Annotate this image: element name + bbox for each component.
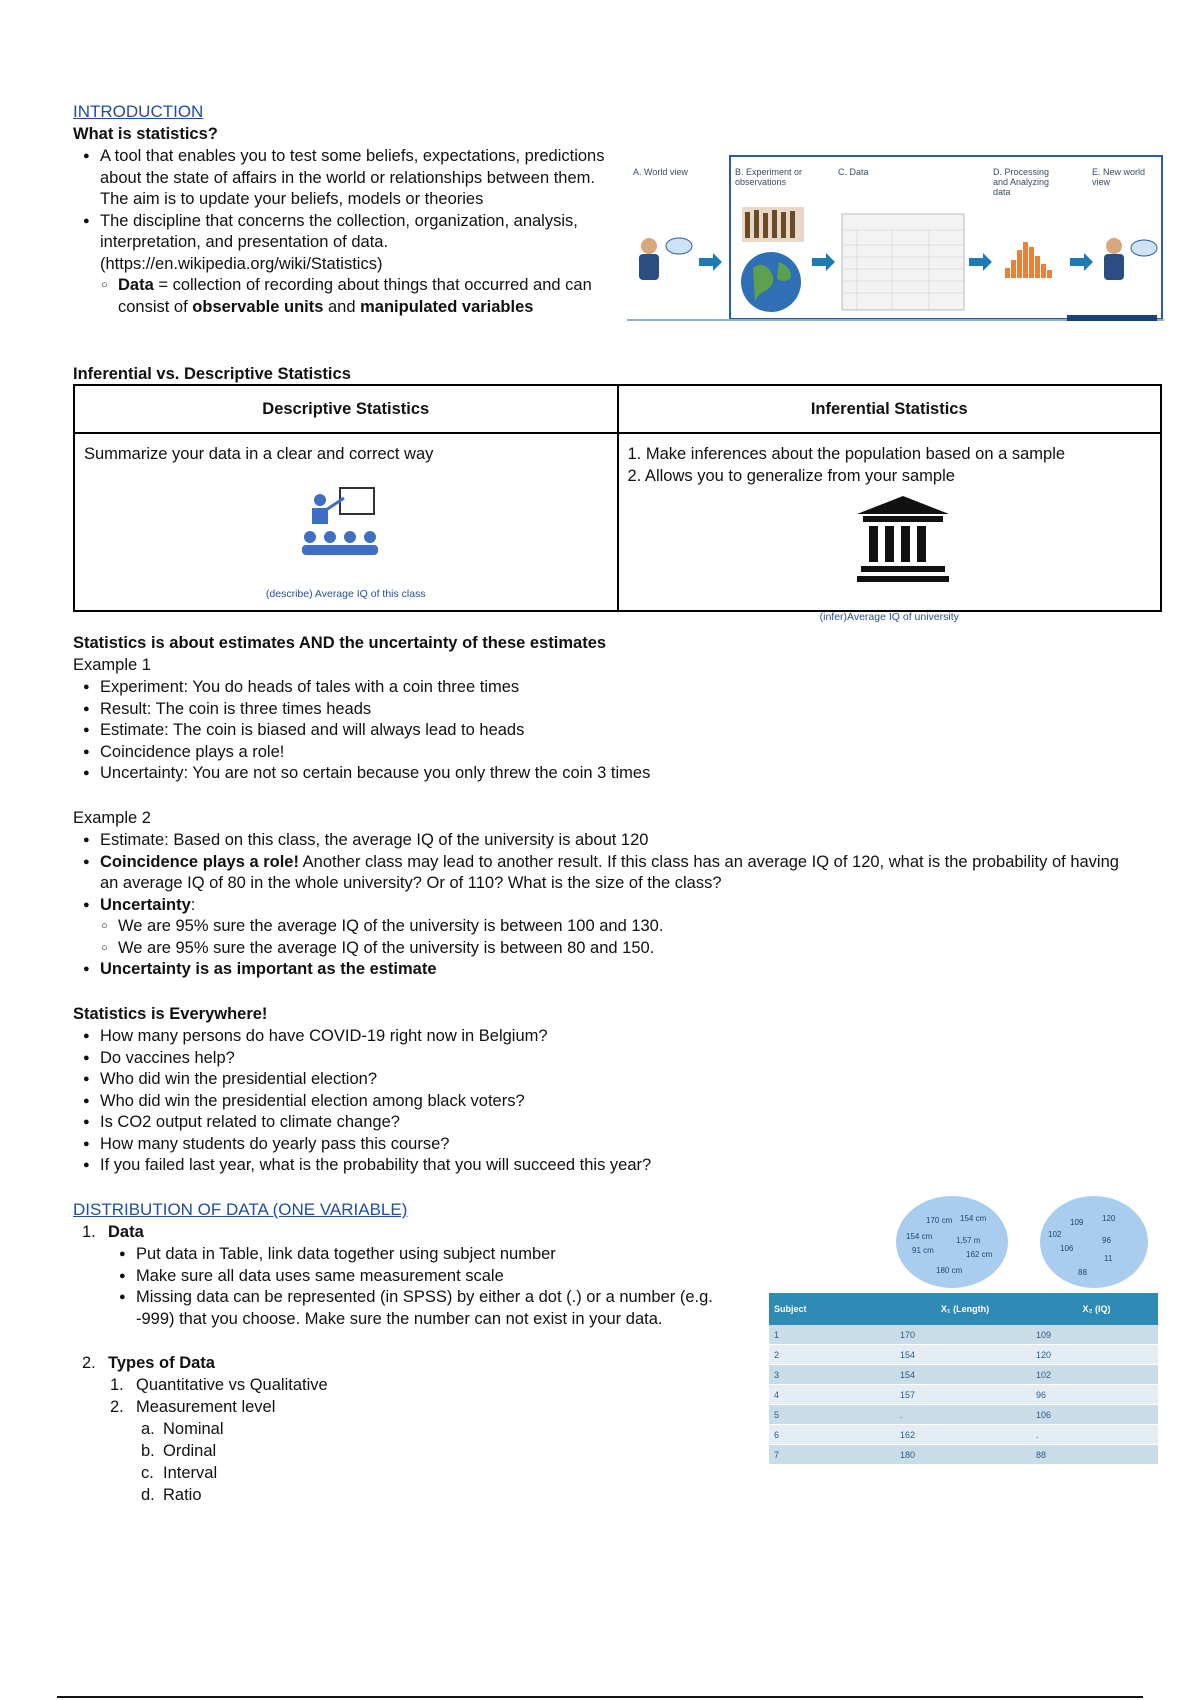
arrow-icon [699, 253, 722, 271]
university-building-icon [855, 494, 951, 584]
iq-values-bubble: 109 120 102 96 106 11 88 [1040, 1196, 1148, 1288]
intro-bullets [73, 146, 618, 318]
statistics-process-diagram [627, 150, 1164, 325]
example2-uncertainty-sub: ○ We are 95% sure the average IQ of the university is between 100 and 130. [118, 916, 1133, 938]
table-row: 1 170 109 [769, 1325, 1158, 1345]
everywhere-item: ● Do vaccines help? [100, 1048, 973, 1070]
inferential-cell [618, 433, 1162, 623]
histogram-icon [1005, 242, 1052, 278]
item2-number: 2. [82, 1354, 96, 1372]
comparison-table [73, 384, 1162, 623]
item1-bullet: ● Missing data can be represented (in SPSS) by either a dot (.) or a number (e.g. -999) that you choose. Make sure the number can not exist in your data. [136, 1287, 739, 1330]
inferential-header: Inferential Statistics [618, 385, 1162, 433]
arrow-icon [1070, 253, 1093, 271]
level-letter: c. [141, 1464, 154, 1482]
classroom-icon [300, 484, 390, 564]
crowd-icon [742, 207, 804, 242]
item1-bullet: ● Make sure all data uses same measurement scale [136, 1266, 739, 1288]
footer-divider [57, 1696, 1143, 1698]
example2-list [73, 830, 1133, 981]
level-letter: b. [141, 1442, 155, 1460]
level-name: Nominal [163, 1420, 224, 1438]
item2-sub-text: Measurement level [136, 1398, 276, 1416]
estimates-heading: Statistics is about estimates AND the uncertainty of these estimates [73, 634, 607, 652]
everywhere-item: ● How many students do yearly pass this course? [100, 1134, 973, 1156]
what-is-statistics-title: What is statistics? [73, 125, 218, 143]
subject-data-table [769, 1293, 1158, 1465]
distribution-heading[interactable]: DISTRIBUTION OF DATA (ONE VARIABLE) [73, 1200, 408, 1219]
item1-title: Data [108, 1223, 144, 1241]
descriptive-caption: (describe) Average IQ of this class [265, 588, 426, 600]
item2-sub-number: 2. [110, 1398, 124, 1416]
person-a-icon [639, 238, 692, 280]
process-diagram-graphics [627, 150, 1164, 325]
inferential-line-2: 2. Allows you to generalize from your sample [627, 466, 955, 485]
intro-heading[interactable]: INTRODUCTION [73, 102, 204, 121]
example1-item: ● Coincidence plays a role! [100, 742, 1073, 764]
arrow-icon [969, 253, 992, 271]
label-new-world-view: E. New world view [1092, 167, 1146, 187]
everywhere-item: ● Is CO2 output related to climate change? [100, 1112, 973, 1134]
descriptive-cell [74, 433, 618, 611]
everywhere-heading: Statistics is Everywhere! [73, 1005, 268, 1023]
table-row: 2 154 120 [769, 1345, 1158, 1365]
everywhere-item: ● Who did win the presidential election? [100, 1069, 973, 1091]
everywhere-item: ● If you failed last year, what is the probability that you will succeed this year? [100, 1155, 973, 1177]
person-e-icon [1104, 238, 1157, 280]
intro-bullet-1: ● A tool that enables you to test some beliefs, expectations, predictions about the state of affairs in the world or relationships between them. The aim is to update your beliefs, models or theories [100, 146, 618, 211]
header-iq: X₂ (IQ) [1031, 1293, 1158, 1325]
table-row: 3 154 102 [769, 1365, 1158, 1385]
example1-item: ● Experiment: You do heads of tales with a coin three times [100, 677, 1073, 699]
item2-title: Types of Data [108, 1354, 215, 1372]
everywhere-item: ● How many persons do have COVID-19 right now in Belgium? [100, 1026, 973, 1048]
label-data: C. Data [838, 167, 869, 177]
label-processing: D. Processing and Analyzing data [993, 167, 1050, 197]
label-world-view: A. World view [633, 167, 688, 177]
globe-icon [741, 252, 801, 312]
data-definition: ○ Data = collection of recording about things that occurred and can consist of observable units and manipulated variables [118, 275, 618, 318]
header-length: X₁ (Length) [895, 1293, 1031, 1325]
level-letter: d. [141, 1486, 155, 1504]
table-row: 6 162 . [769, 1425, 1158, 1445]
arrow-icon [812, 253, 835, 271]
table-row: 4 157 96 [769, 1385, 1158, 1405]
example1-item: ● Estimate: The coin is biased and will always lead to heads [100, 720, 1073, 742]
item2-sub-number: 1. [110, 1376, 124, 1394]
level-name: Interval [163, 1464, 218, 1482]
example2-final: ● Uncertainty is as important as the estimate [100, 959, 1133, 981]
example2-estimate: ● Estimate: Based on this class, the average IQ of the university is about 120 [100, 830, 1133, 852]
inferential-line-1: 1. Make inferences about the population based on a sample [627, 445, 1066, 463]
descriptive-header: Descriptive Statistics [74, 385, 618, 433]
everywhere-list [73, 1026, 973, 1177]
spreadsheet-icon [842, 214, 964, 310]
table-row: 5 . 106 [769, 1405, 1158, 1425]
example2-title: Example 2 [73, 809, 151, 827]
inferential-caption: (infer)Average IQ of university [819, 611, 959, 623]
example1-item: ● Result: The coin is three times heads [100, 699, 1073, 721]
comparison-title: Inferential vs. Descriptive Statistics [73, 365, 351, 383]
everywhere-item: ● Who did win the presidential election among black voters? [100, 1091, 973, 1113]
intro-bullet-2: ● The discipline that concerns the collection, organization, analysis, interpretation, and presentation of data. (https://en.wikipedia.org/wiki/Statistics) [100, 211, 618, 276]
item1-number: 1. [82, 1223, 96, 1241]
table-row: 7 180 88 [769, 1445, 1158, 1465]
example1-list [73, 677, 1073, 785]
item1-bullets [109, 1244, 739, 1330]
example2-uncertainty-sub: ○ We are 95% sure the average IQ of the university is between 80 and 150. [118, 938, 1133, 960]
level-name: Ratio [163, 1486, 202, 1504]
item2-sub-text: Quantitative vs Qualitative [136, 1376, 328, 1394]
example1-item: ● Uncertainty: You are not so certain because you only threw the coin 3 times [100, 763, 1073, 785]
item1-bullet: ● Put data in Table, link data together using subject number [136, 1244, 739, 1266]
example1-title: Example 1 [73, 656, 151, 674]
label-experiment: B. Experiment or observations [735, 167, 803, 187]
length-values-bubble: 170 cm 154 cm 154 cm 1,57 m 91 cm 162 cm 180 cm [896, 1196, 1008, 1288]
level-name: Ordinal [163, 1442, 217, 1460]
header-subject: Subject [769, 1293, 895, 1325]
example2-coincidence: ● Coincidence plays a role! Another class may lead to another result. If this class has an average IQ of 120, what is the probability of having an average IQ of 80 in the whole university? Or of 110? What is the size of the class? [100, 852, 1133, 895]
example2-uncertainty: ● Uncertainty: [100, 895, 1133, 917]
level-letter: a. [141, 1420, 155, 1438]
descriptive-text: Summarize your data in a clear and correct way [84, 445, 434, 463]
